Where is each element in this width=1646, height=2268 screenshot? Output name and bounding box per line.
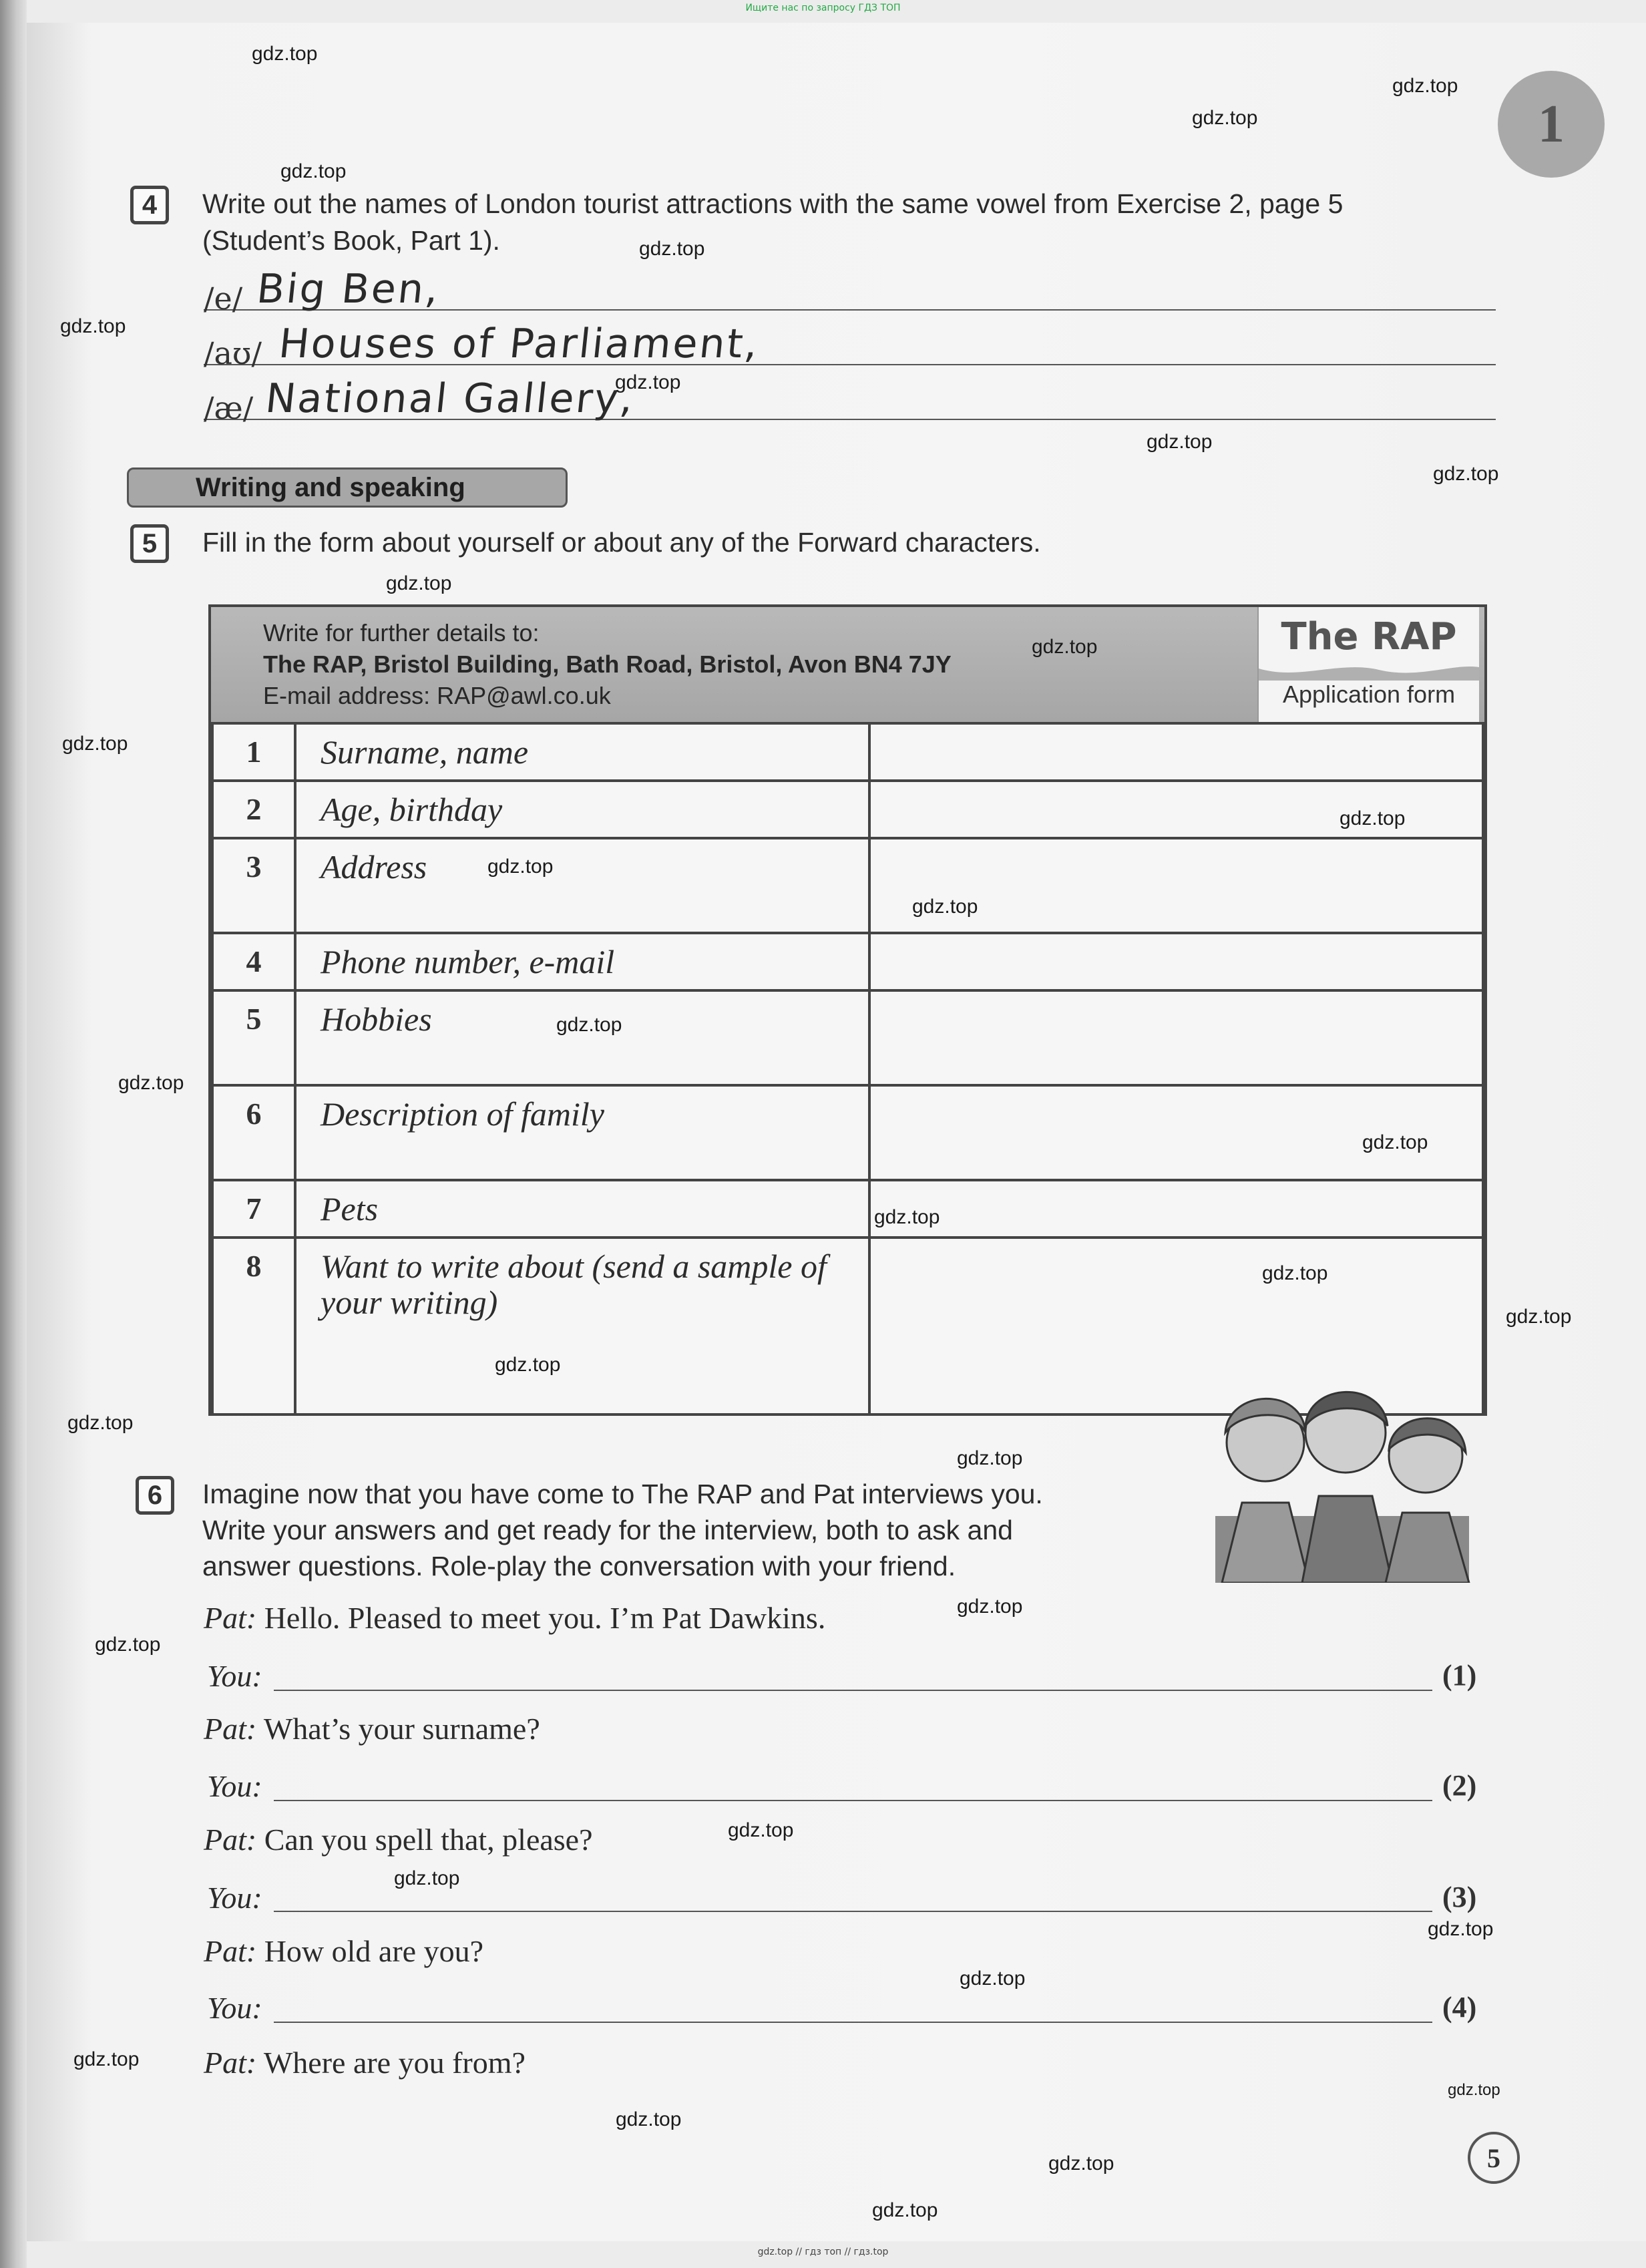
dialog-pat-2 <box>204 1711 540 1746</box>
form-header <box>211 607 1484 725</box>
you-answer-1[interactable] <box>274 1650 1432 1691</box>
watermark: gdz.top <box>1340 807 1406 829</box>
watermark: gdz.top <box>1147 431 1213 453</box>
form-row-number: 4 <box>212 933 295 990</box>
form-row <box>212 1085 1483 1180</box>
watermark: gdz.top <box>1262 1262 1328 1284</box>
watermark: gdz.top <box>957 1595 1023 1618</box>
you-label: You: <box>207 1769 262 1803</box>
watermark: gdz.top <box>615 371 681 393</box>
watermark: gdz.top <box>1032 636 1098 658</box>
pat-line: Can you spell that, please? <box>264 1823 593 1857</box>
unit-tab: 1 <box>1498 71 1605 178</box>
dialog-pat-5 <box>204 2045 526 2080</box>
form-row-number: 6 <box>212 1085 295 1180</box>
watermark: gdz.top <box>386 572 452 594</box>
form-field-hobbies[interactable] <box>869 990 1483 1085</box>
watermark: gdz.top <box>728 1819 794 1841</box>
watermark: gdz.top <box>62 733 128 755</box>
exercise-4-instruction-line2: (Student’s Book, Part 1). <box>202 225 500 256</box>
watermark: gdz.top <box>487 856 554 878</box>
application-form <box>208 604 1487 1416</box>
form-row-number: 3 <box>212 838 295 933</box>
form-row-number: 7 <box>212 1180 295 1238</box>
pat-line: Hello. Pleased to meet you. I’m Pat Dawkins. <box>264 1601 826 1635</box>
form-header-line1: Write for further details to: <box>263 619 540 646</box>
form-row <box>212 933 1483 990</box>
exercise-5-instruction: Fill in the form about yourself or about any of the Forward characters. <box>202 527 1041 558</box>
exercise-4-number: 4 <box>130 186 169 224</box>
watermark: gdz.top <box>616 2108 682 2130</box>
dialog-pat-3 <box>204 1822 593 1857</box>
form-field-surname[interactable] <box>869 723 1483 781</box>
watermark: gdz.top <box>67 1412 134 1434</box>
dialog-pat-1 <box>204 1600 825 1636</box>
form-row-number: 1 <box>212 723 295 781</box>
form-row-label: Pets <box>295 1180 869 1238</box>
exercise-6-instruction-line3: answer questions. Role-play the conversation with your friend. <box>202 1551 956 1581</box>
form-table <box>211 722 1484 1416</box>
pat-label: Pat: <box>204 1934 257 1968</box>
watermark: gdz.top <box>73 2048 140 2070</box>
form-row-label: Description of family <box>295 1085 869 1180</box>
form-row-label: Hobbies <box>295 990 869 1085</box>
watermark: gdz.top <box>1433 463 1499 485</box>
you-label: You: <box>207 1659 262 1693</box>
form-row-number: 8 <box>212 1238 295 1414</box>
rap-logo <box>1257 607 1479 725</box>
section-banner <box>127 467 568 508</box>
phoneme-e: /e/ <box>204 280 243 317</box>
book-spine-shadow <box>0 0 27 2268</box>
form-header-address: The RAP, Bristol Building, Bath Road, Bristol, Avon BN4 7JY <box>263 650 952 678</box>
form-row <box>212 723 1483 781</box>
watermark: gdz.top <box>1362 1131 1428 1153</box>
form-row-label: Address <box>295 838 869 933</box>
form-row <box>212 1180 1483 1238</box>
watermark: gdz.top <box>252 43 318 65</box>
watermark: gdz.top <box>95 1634 161 1656</box>
form-field-address[interactable] <box>869 838 1483 933</box>
form-row-label: Want to write about (send a sample of your writing) <box>295 1238 869 1414</box>
bottom-banner[interactable]: gdz.top // гдз топ // гдз.top <box>757 2247 889 2257</box>
watermark: gdz.top <box>394 1867 460 1889</box>
watermark: gdz.top <box>556 1014 622 1036</box>
children-illustration <box>1202 1369 1482 1583</box>
handwritten-answer-3: National Gallery, <box>263 375 638 422</box>
pat-label: Pat: <box>204 1601 257 1635</box>
answer-number: (1) <box>1442 1659 1477 1692</box>
phoneme-ae: /æ/ <box>204 390 254 426</box>
watermark: gdz.top <box>1192 107 1258 129</box>
watermark: gdz.top <box>1048 2152 1114 2175</box>
watermark: gdz.top <box>639 238 705 260</box>
dialog-pat-4 <box>204 1933 483 1969</box>
form-row-label: Phone number, e-mail <box>295 933 869 990</box>
you-answer-2[interactable] <box>274 1760 1432 1801</box>
watermark: gdz.top <box>1392 75 1458 97</box>
form-row <box>212 990 1483 1085</box>
handwritten-answer-2: Houses of Parliament, <box>276 321 762 367</box>
pat-label: Pat: <box>204 1712 257 1746</box>
exercise-6-instruction-line2: Write your answers and get ready for the interview, both to ask and <box>202 1515 1013 1545</box>
watermark: gdz.top <box>280 160 347 182</box>
form-field-phone[interactable] <box>869 933 1483 990</box>
form-row-number: 2 <box>212 781 295 838</box>
form-row <box>212 838 1483 933</box>
form-row-label: Surname, name <box>295 723 869 781</box>
you-label: You: <box>207 1881 262 1915</box>
form-row-label: Age, birthday <box>295 781 869 838</box>
watermark: gdz.top <box>118 1072 184 1094</box>
handwritten-answer-1: Big Ben, <box>254 266 443 313</box>
rap-logo-subtitle: Application form <box>1282 681 1456 708</box>
pat-line: How old are you? <box>264 1934 483 1968</box>
watermark: gdz.top <box>1506 1306 1572 1328</box>
form-row-number: 5 <box>212 990 295 1085</box>
exercise-4-instruction-line1: Write out the names of London tourist attractions with the same vowel from Exercise 2, page 5 <box>202 188 1344 219</box>
you-label: You: <box>207 1991 262 2025</box>
pat-label: Pat: <box>204 2046 257 2080</box>
watermark: gdz.top <box>1428 1918 1494 1940</box>
exercise-6-number: 6 <box>136 1476 174 1515</box>
form-row <box>212 781 1483 838</box>
watermark: gdz.top <box>957 1447 1023 1469</box>
answer-number: (2) <box>1442 1769 1477 1802</box>
answer-number: (3) <box>1442 1881 1477 1913</box>
rap-logo-wave <box>1259 660 1479 681</box>
rap-logo-title: The RAP <box>1281 615 1457 658</box>
exercise-5-number: 5 <box>130 524 169 563</box>
watermark: gdz.top <box>495 1354 561 1376</box>
phoneme-au: /aʊ/ <box>204 335 262 371</box>
watermark: gdz.top <box>872 2199 938 2221</box>
pat-line: Where are you from? <box>263 2046 526 2080</box>
exercise-6-instruction-line1: Imagine now that you have come to The RAP and Pat interviews you. <box>202 1479 1043 1509</box>
page-number: 5 <box>1468 2132 1520 2184</box>
watermark: gdz.top <box>1448 2081 1500 2099</box>
form-header-email: E-mail address: RAP@awl.co.uk <box>263 682 611 709</box>
pat-label: Pat: <box>204 1823 257 1857</box>
pat-line: What’s your surname? <box>263 1712 540 1746</box>
watermark: gdz.top <box>960 1967 1026 1990</box>
form-field-pets[interactable] <box>869 1180 1483 1238</box>
watermark: gdz.top <box>874 1206 940 1228</box>
top-banner[interactable]: Ищите нас по запросу ГДЗ ТОП <box>745 3 901 13</box>
section-title: Writing and speaking <box>196 472 465 502</box>
you-answer-4[interactable] <box>274 1981 1432 2023</box>
watermark: gdz.top <box>60 315 126 337</box>
answer-number: (4) <box>1442 1991 1477 2024</box>
watermark: gdz.top <box>912 896 978 918</box>
